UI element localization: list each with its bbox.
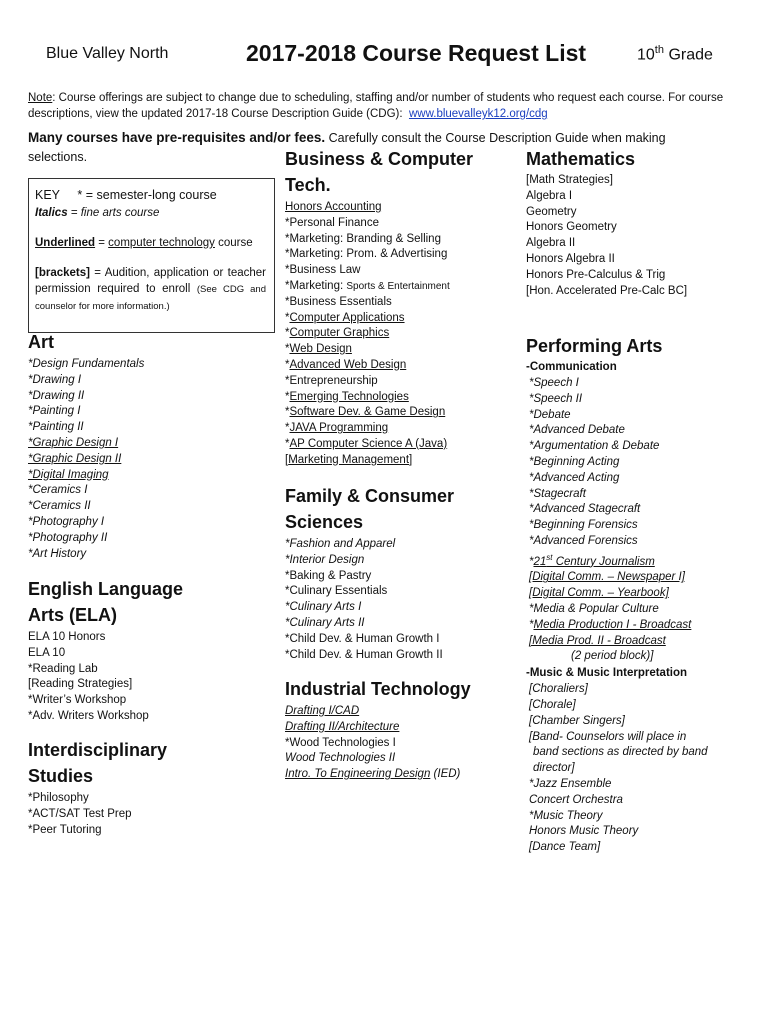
business-list — [285, 200, 515, 469]
math-heading: Mathematics — [526, 149, 636, 169]
key-italics-rest: = fine arts course — [67, 207, 160, 219]
list-item: *Advanced Debate — [529, 424, 625, 437]
list-item: Wood Technologies II — [285, 752, 396, 765]
key-brackets-label: [brackets] — [35, 267, 90, 279]
business-section — [285, 146, 515, 469]
list-item: *Advanced Acting — [529, 471, 620, 484]
list-item — [285, 390, 515, 406]
list-item: *Music Theory — [529, 809, 603, 822]
list-item: *Graphic Design I — [28, 436, 119, 449]
list-item: [Band- Counselors will place in — [529, 730, 687, 743]
note-text: : Course offerings are subject to change due to scheduling, staffing and/or number of students who request each course. For course descriptions, view the updated 2017-18 Course Description Guide (CDG): — [28, 92, 724, 120]
prereq-bold: Many courses have pre-requisites and/or fees. — [28, 130, 326, 145]
list-item: *Beginning Acting — [529, 455, 620, 468]
star: * — [285, 358, 290, 371]
list-item: *Writer’s Workshop — [28, 694, 127, 707]
star: * — [285, 437, 290, 450]
item-text: Software Dev. & Game Design — [289, 406, 446, 419]
item-text: Advanced Web Design — [289, 358, 407, 371]
list-item: *Child Dev. & Human Growth I — [285, 632, 440, 645]
key-underlined-rest: course — [214, 237, 253, 249]
key-brackets-rest: = Audition, application or teacher permission required to enroll — [35, 267, 266, 295]
list-item — [285, 342, 515, 358]
item-text: Intro. To Engineering Design — [285, 768, 431, 781]
communication-label: -Communication — [526, 361, 617, 373]
math-section — [526, 146, 756, 299]
key-semester: * = semester-long course — [77, 188, 217, 202]
list-item: *Photography II — [28, 531, 108, 544]
list-item: *Drawing II — [28, 389, 85, 402]
list-item: Honors Music Theory — [529, 825, 639, 838]
item-text: *Marketing: — [285, 279, 347, 292]
star: * — [529, 555, 534, 568]
math-list — [526, 173, 756, 299]
item-text: JAVA Programming — [289, 422, 389, 435]
list-item: ELA 10 — [28, 646, 66, 659]
list-item — [285, 405, 515, 421]
list-item: *Argumentation & Debate — [529, 440, 660, 453]
performing-heading: Performing Arts — [526, 336, 663, 356]
list-item: [Math Strategies] — [526, 174, 613, 186]
list-item: [Choraliers] — [529, 683, 588, 696]
list-item: *ACT/SAT Test Prep — [28, 807, 132, 820]
item-text: Computer Graphics — [289, 327, 390, 340]
list-item: *Advanced Stagecraft — [529, 503, 641, 516]
key-underlined-eq: = — [95, 237, 109, 249]
key-underlined-term: computer technology — [108, 237, 215, 249]
star: * — [285, 343, 290, 356]
star: * — [285, 390, 290, 403]
list-item: *Culinary Essentials — [285, 585, 388, 598]
list-item: *Wood Technologies I — [285, 736, 396, 749]
list-item: [Chorale] — [529, 698, 576, 711]
industrial-section — [285, 676, 515, 783]
art-section — [28, 329, 258, 562]
key-italics-label: Italics — [35, 207, 68, 219]
note-paragraph — [28, 90, 728, 122]
item-text — [533, 552, 655, 568]
list-item: *Ceramics II — [28, 500, 91, 513]
list-item — [285, 453, 515, 469]
business-heading-line-2: Tech. — [285, 175, 331, 195]
key-see-note: (See CDG and counselor for more information.) — [35, 284, 266, 312]
list-item: Honors Accounting — [285, 201, 382, 213]
star: * — [285, 327, 290, 340]
interdisciplinary-list — [28, 791, 258, 838]
grade-number: 10 — [637, 46, 655, 64]
art-list — [28, 357, 258, 562]
list-item: *Fashion and Apparel — [285, 538, 396, 550]
list-item: *Personal Finance — [285, 216, 379, 229]
school-name: Blue Valley North — [46, 45, 169, 62]
list-item: *Reading Lab — [28, 662, 98, 675]
list-item — [529, 618, 756, 634]
page-title: 2017-2018 Course Request List — [246, 40, 587, 66]
list-item: *Interior Design — [285, 553, 365, 566]
list-item: Algebra I — [526, 189, 573, 202]
list-item: *Business Law — [285, 264, 361, 277]
art-heading: Art — [28, 332, 54, 352]
grade-label — [637, 44, 713, 64]
list-item: *Jazz Ensemble — [529, 777, 612, 790]
list-item: [Hon. Accelerated Pre-Calc BC] — [526, 284, 688, 297]
list-item: Honors Geometry — [526, 221, 617, 234]
item-suffix: (IED) — [430, 768, 461, 781]
list-item: *Advanced Forensics — [529, 534, 638, 547]
list-item: [Reading Strategies] — [28, 678, 133, 691]
family-heading-line-2: Sciences — [285, 512, 364, 532]
list-item: *Graphic Design II — [28, 452, 122, 465]
item-rest: Century Journalism — [552, 555, 655, 568]
prereq-text: Carefully consult the Course Description Guide when making selections. — [28, 131, 666, 164]
item-text: Computer Applications — [289, 311, 405, 324]
grade-word: Grade — [668, 46, 713, 64]
interdisciplinary-section — [28, 737, 258, 838]
interdisciplinary-heading-line-1: Interdisciplinary — [28, 740, 168, 760]
note-label: Note — [28, 92, 53, 104]
key-underlined-label: Underlined — [35, 237, 96, 249]
list-item — [285, 358, 515, 374]
list-item: *Culinary Arts I — [285, 601, 362, 614]
list-item: *Stagecraft — [529, 487, 586, 500]
interdisciplinary-heading-line-2: Studies — [28, 766, 94, 786]
item-text: Emerging Technologies — [289, 390, 409, 403]
ela-list — [28, 630, 258, 725]
list-item: *Marketing: Branding & Selling — [285, 232, 441, 245]
bracket-close: ] — [409, 453, 413, 466]
list-item — [285, 311, 515, 327]
star: * — [285, 311, 290, 324]
item-number: 21 — [533, 555, 547, 568]
list-item — [285, 421, 515, 437]
star: * — [285, 406, 290, 419]
family-list — [285, 537, 515, 663]
list-item: *Media & Popular Culture — [529, 602, 659, 615]
list-item: Concert Orchestra — [529, 793, 623, 806]
industrial-list — [285, 704, 515, 783]
family-heading-line-1: Family & Consumer — [285, 486, 455, 506]
list-item: *Speech I — [529, 377, 579, 389]
grade-suffix: th — [654, 44, 664, 56]
list-item: band sections as directed by band — [533, 746, 708, 759]
cdg-link[interactable]: www.bluevalleyk12.org/cdg — [408, 108, 548, 120]
list-item: *Business Essentials — [285, 295, 392, 308]
list-item: *Child Dev. & Human Growth II — [285, 648, 443, 661]
communication-list — [526, 376, 756, 665]
list-item: *Design Fundamentals — [28, 358, 145, 370]
list-item — [285, 279, 515, 295]
bracket-open: [ — [285, 453, 289, 466]
item-text: AP Computer Science A (Java) — [289, 437, 448, 450]
star: * — [285, 422, 290, 435]
list-item — [529, 550, 756, 571]
list-item — [285, 767, 515, 783]
list-item: *Digital Imaging — [28, 468, 109, 481]
list-item: [Dance Team] — [529, 841, 601, 854]
list-item: [Digital Comm. – Yearbook] — [529, 587, 669, 600]
family-section — [285, 483, 515, 663]
ela-heading-line-1: English Language — [28, 579, 184, 599]
list-item: [Digital Comm. – Newspaper I] — [529, 571, 685, 584]
list-item: ELA 10 Honors — [28, 631, 106, 643]
list-item: *Beginning Forensics — [529, 519, 638, 532]
industrial-heading: Industrial Technology — [285, 679, 471, 699]
list-item: *Debate — [529, 408, 571, 421]
key-box — [28, 178, 275, 333]
item-text: Sports & Entertainment — [346, 280, 450, 292]
star: * — [529, 618, 534, 631]
music-label: -Music & Music Interpretation — [526, 667, 688, 680]
list-item: director] — [533, 762, 575, 775]
performing-section — [526, 333, 756, 856]
list-item: *Culinary Arts II — [285, 616, 365, 629]
list-item: *Entrepreneurship — [285, 374, 378, 387]
list-item: *Adv. Writers Workshop — [28, 709, 149, 722]
list-item: Honors Algebra II — [526, 252, 615, 265]
list-item: Geometry — [526, 205, 577, 218]
list-item — [285, 326, 515, 342]
list-item: Honors Pre-Calculus & Trig — [526, 268, 666, 281]
list-item: *Art History — [28, 547, 87, 560]
list-item: (2 period block)] — [571, 650, 654, 663]
list-item: *Ceramics I — [28, 484, 88, 497]
list-item: Algebra II — [526, 237, 576, 250]
list-item: *Photography I — [28, 515, 105, 528]
business-heading-line-1: Business & Computer — [285, 149, 474, 169]
item-text: Marketing Management — [288, 453, 410, 466]
list-item: *Peer Tutoring — [28, 823, 102, 836]
list-item: Drafting I/CAD — [285, 705, 360, 717]
ela-heading-line-2: Arts (ELA) — [28, 605, 117, 625]
list-item: [Media Prod. II - Broadcast — [529, 634, 666, 647]
list-item: *Baking & Pastry — [285, 569, 372, 582]
list-item: *Speech II — [529, 392, 583, 405]
list-item — [285, 437, 515, 453]
list-item: *Drawing I — [28, 373, 82, 386]
list-item: *Painting II — [28, 421, 84, 434]
music-list — [526, 682, 756, 856]
list-item: *Marketing: Prom. & Advertising — [285, 248, 448, 261]
item-text: Media Production I - Broadcast — [533, 618, 692, 631]
key-label: KEY — [35, 188, 61, 202]
list-item: [Chamber Singers] — [529, 714, 625, 727]
list-item: Drafting II/Architecture — [285, 720, 400, 733]
list-item: *Philosophy — [28, 792, 89, 804]
list-item: *Painting I — [28, 405, 81, 418]
ela-section — [28, 576, 258, 725]
item-superscript: st — [546, 552, 553, 562]
item-text: Web Design — [289, 343, 352, 356]
